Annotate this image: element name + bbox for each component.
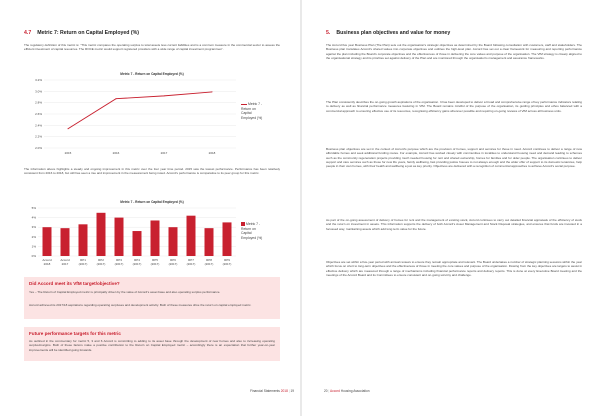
vfm-target-para-1: Yes – The Return of Capital Employed metric is principally driven by the value of Accord's asset base and also operating surplus performance. bbox=[29, 290, 221, 294]
bar bbox=[151, 220, 160, 256]
data-point bbox=[116, 98, 117, 99]
x-tick-label: RP3 bbox=[116, 258, 122, 262]
x-tick-label-year: (2017) bbox=[186, 262, 196, 266]
x-tick-label-year: (2017) bbox=[78, 262, 88, 266]
chart-1-legend-label: Metric 7 - Return on Capital Employed (%) bbox=[241, 102, 263, 120]
chart-2 bbox=[24, 200, 280, 272]
x-tick-label-year: (2017) bbox=[132, 262, 142, 266]
bar bbox=[169, 227, 178, 256]
business-plan-para-1: The Accord five year Business Plan (The Plan) sets out the organisation's strategic objectives as determined by the Board following consultation with customers, staff and stakeholders. The Business plan translates Accord's shared values into corporate objectives and outlines the high-level plan. Accord has set out a clear framework for measuring and reporting performance against the plan including the Board's corporate objectives and the effectiveness of those in delivering the core values and purpose of the organisation. The VfM strategy is closely aligned to the organisational strategy and its priorities set against delivery of the Plan and are monitored through the organisation's management and assurance frameworks. bbox=[326, 43, 582, 60]
y-tick-label: 2.0% bbox=[35, 146, 42, 150]
section-number: 4.7 bbox=[24, 30, 32, 36]
chart-2-legend-label: Metric 7 - Return on Capital Employed (%) bbox=[241, 222, 263, 240]
business-plan-para-5: Objectives are set within a five-year period with annual reviews to ensure they remain appropriate and relevant. The Board undertakes a number of strategic planning sessions within the year which focus on short to long-term objectives and the effectiveness of those in meeting the core values and purpose of the organisation. Flowing from the key objectives are targets to assist in effective delivery which are measured through a range of mechanisms including financial performance reports and delivery reports. This is done at every Executive Board meeting and the meetings of the Accord Board and its Committees to ensure consistent and on-going scrutiny and challenge. bbox=[326, 260, 582, 277]
intro-paragraph: The regulatory definition of this metric is: "This metric compares the operating surplus to total assets less current liabilities and is a common measure in the commercial sector to assess the efficient investment of capital resources. The ROCE metric would support registered providers with a wide range of capital investment programmes". bbox=[24, 43, 280, 52]
section-heading bbox=[326, 30, 450, 36]
future-targets-para: As outlined in the commentary for metric 5, 3 and 6 Accord is committing to adding to its asset base through the development of new homes and also to increasing operating surplus/margins. Both of these factors make a positive contribution to the Return on Capital Employed metric – accordingly there is an expectation that further year-on-year improvements will be identified going forwards. bbox=[29, 339, 275, 352]
y-tick-label: 0% bbox=[31, 254, 36, 258]
chart-2-legend bbox=[241, 222, 263, 240]
left-footer: Financial Statements 2018 | 19 bbox=[250, 389, 294, 393]
analysis-paragraph: The information above highlights a steady and ongoing improvement in this metric over the four year time period. 2015 saw the lowest performance. Performance has been relatively consistent from 2016 to 2018, but still has seen a rise and improvement in the measurement being noted. Accord's performance is comparative to its peer group for this metric. bbox=[24, 167, 280, 176]
x-tick-label-year: (2017) bbox=[204, 262, 214, 266]
bar bbox=[133, 231, 142, 256]
y-tick-label: 2% bbox=[31, 234, 36, 239]
bar bbox=[187, 216, 196, 256]
x-tick-label-year: (2017) bbox=[150, 262, 160, 266]
section-title: Metric 7: Return on Capital Employed (%) bbox=[37, 30, 139, 36]
chart-1 bbox=[24, 72, 280, 158]
right-footer: 20 | Accord Housing Association bbox=[324, 389, 370, 393]
bar bbox=[223, 222, 232, 256]
x-tick-label-year: 2018 bbox=[43, 262, 51, 266]
x-tick-label: 2015 bbox=[64, 151, 72, 155]
bar bbox=[97, 213, 106, 256]
y-tick-label: 1% bbox=[31, 244, 36, 249]
x-tick-label: RP9 bbox=[224, 258, 230, 262]
chart-1-legend bbox=[241, 102, 263, 120]
x-tick-label: RP8 bbox=[206, 258, 212, 262]
chart-1-title: Metric 7 - Return on Capital Employed (%) bbox=[120, 72, 184, 76]
legend-bar-swatch bbox=[241, 222, 245, 226]
x-tick-label-year: (2017) bbox=[168, 262, 178, 266]
section-number: 5. bbox=[326, 30, 331, 36]
x-tick-label-year: 2017 bbox=[61, 262, 69, 266]
data-point bbox=[212, 91, 213, 92]
x-tick-label: RP1 bbox=[80, 258, 86, 262]
future-targets-box bbox=[24, 327, 280, 361]
y-tick-label: 2.6% bbox=[35, 112, 42, 116]
x-tick-label: RP6 bbox=[170, 258, 176, 262]
right-page bbox=[302, 0, 600, 416]
vfm-target-box bbox=[24, 277, 280, 319]
y-tick-label: 3.2% bbox=[35, 78, 42, 82]
y-tick-label: 3% bbox=[31, 225, 36, 230]
x-tick-label: 2018 bbox=[208, 151, 216, 155]
x-tick-label: 2016 bbox=[112, 151, 120, 155]
x-tick-label: Accord bbox=[42, 258, 52, 262]
business-plan-para-3: Business plan objectives are set in the context of Accord's purpose which are the provision of homes, support and services for those in need. Accord continues to deliver a range of new affordable homes and seek additional funding routes. For example, Accord has worked closely with communities in localities to understand housing need and demand leading to schemes such as the community regeneration projects providing much needed housing for rent and shared ownership, homes for families and for older people. The organisation continues to deliver support and care services such as those for new life years, family wellbeing, fast providing justice houses to not always enough and the wider offer of support to its domestic tenancies, help people in their own homes, with their health and wellbeing a just as key priority. Objectives are delivered with a recognition of commercial approaches to achieve Accord's social purpose. bbox=[326, 147, 582, 169]
x-tick-label: RP4 bbox=[134, 258, 140, 262]
x-tick-label-year: (2017) bbox=[96, 262, 106, 266]
y-tick-label: 5% bbox=[31, 206, 36, 210]
bar bbox=[79, 224, 88, 256]
y-tick-label: 2.2% bbox=[35, 134, 42, 139]
footer-page-number: 19 bbox=[290, 389, 294, 393]
x-tick-label-year: (2017) bbox=[222, 262, 232, 266]
y-tick-label: 4% bbox=[31, 215, 36, 220]
vfm-target-title: Did Accord meet its VfM target/objective? bbox=[29, 281, 120, 286]
series-line bbox=[68, 92, 212, 129]
data-point bbox=[164, 95, 165, 96]
x-tick-label: RP5 bbox=[152, 258, 158, 262]
vfm-target-para-2: Accord achieved its 2017/18 aspirations regarding operating surpluses and development activity. Both of these measures drive the return on capital employed metric. bbox=[29, 303, 252, 307]
x-tick-label: RP7 bbox=[188, 258, 194, 262]
data-point bbox=[68, 128, 69, 129]
x-tick-label-year: (2017) bbox=[114, 262, 124, 266]
y-tick-label: 2.4% bbox=[35, 123, 42, 128]
y-tick-label: 2.8% bbox=[35, 100, 42, 105]
bar bbox=[43, 227, 52, 256]
chart-2-title: Metric 7 - Return on Capital Employed (%) bbox=[120, 200, 184, 204]
future-targets-title: Future performance targets for this metric bbox=[29, 331, 121, 336]
business-plan-para-2: The Plan consistently describes the on-going growth aspirations of the organisation. It has been developed to deliver a broad and comprehensive range of key performance indicators relating to delivery as well as financial performance measures featuring in VfM. The Board remains mindful of the purpose of the organisation, its guiding principles and ethos balanced with a commercial approach to ensuring effective use of its resources, recognising efficiency gains wherever possible and requiring on-going reviews of VfM across all business units. bbox=[326, 100, 582, 113]
footer-doc-title: Financial Statements bbox=[250, 389, 280, 393]
x-tick-label: Accord bbox=[60, 258, 70, 262]
footer-page-number: 20 bbox=[324, 389, 328, 393]
bar bbox=[205, 228, 214, 256]
section-heading bbox=[24, 30, 139, 36]
footer-year: 2018 bbox=[280, 389, 288, 393]
business-plan-para-4: As part of the on-going assessment of delivery of homes for rent and the management of existing stock, Accord continues to carry out detailed financial appraisals of the efficiency of stock and the return on investment in assets. This information supports the delivery of both Accord's Asset Management and Stock Disposal strategies, and ensures that funds are invested in a focussed way, maintaining assets which add long term value for the future. bbox=[326, 218, 582, 231]
bar bbox=[115, 218, 124, 256]
x-tick-label: RP2 bbox=[98, 258, 104, 262]
bar bbox=[61, 228, 70, 256]
x-tick-label: 2017 bbox=[160, 151, 168, 155]
y-tick-label: 3.0% bbox=[35, 89, 42, 94]
footer-org-suffix: Housing Association bbox=[340, 389, 370, 393]
legend-line-swatch bbox=[241, 104, 247, 105]
section-title: Business plan objectives and value for money bbox=[336, 30, 451, 36]
footer-org: Accord bbox=[329, 389, 340, 393]
